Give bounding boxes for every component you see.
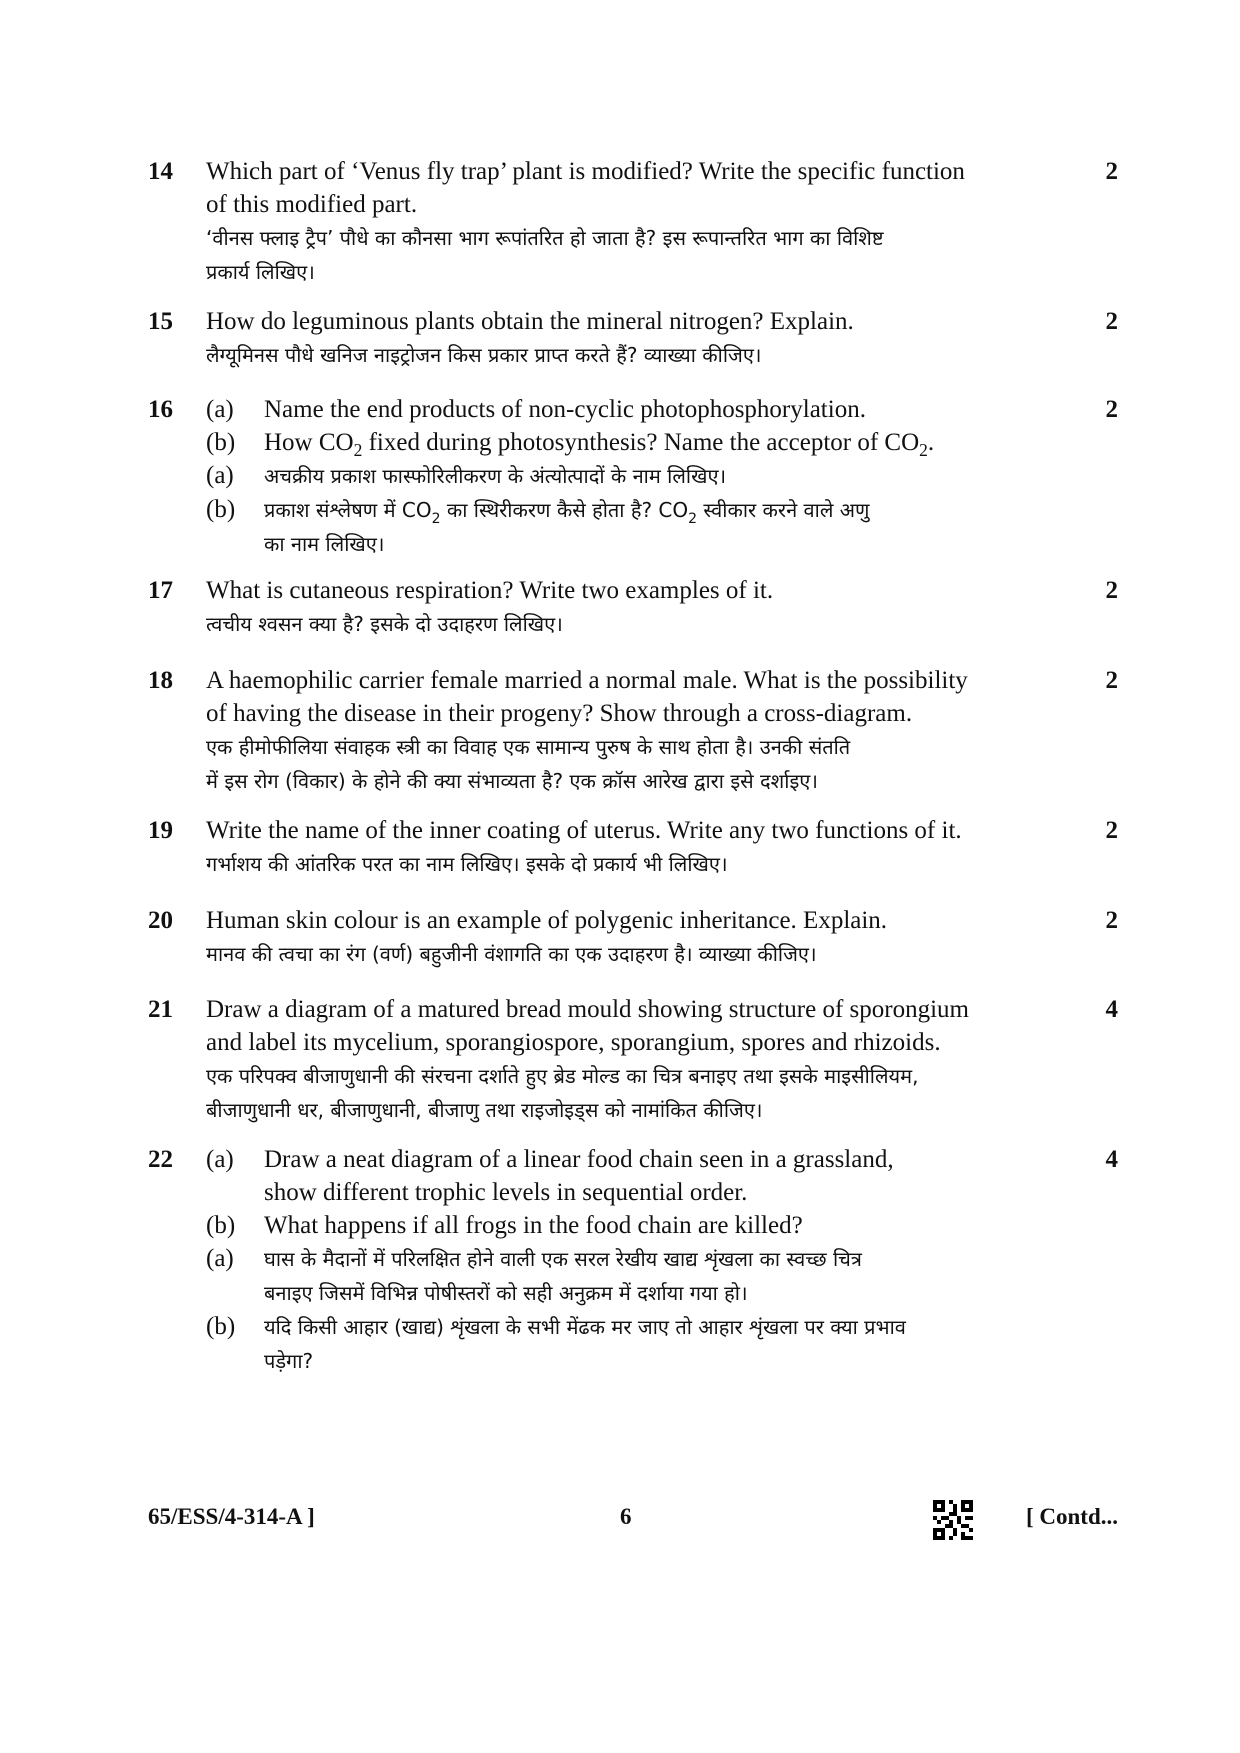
question-text-hi: में इस रोग (विकार) के होने की क्या संभाव्यता है? एक क्रॉस आरेख द्वारा इसे दर्शाइए। — [206, 769, 818, 793]
question-text-en: Human skin colour is an example of polygenic inheritance. Explain. — [206, 907, 888, 934]
subpart-a-hi — [206, 459, 1056, 493]
question-marks: 4 — [1105, 1146, 1118, 1173]
subpart-b-en — [206, 426, 1056, 459]
subpart-text: पड़ेगा? — [264, 1349, 314, 1373]
question-text-en: of having the disease in their progeny? Show through a cross-diagram. — [206, 700, 913, 727]
question-number: 17 — [148, 577, 173, 604]
subscript: 2 — [431, 511, 441, 527]
question-marks: 2 — [1105, 907, 1118, 934]
question-text-en: Which part of ‘Venus fly trap’ plant is modified? Write the specific function — [206, 158, 965, 185]
question-body — [206, 664, 1056, 798]
question-text-hi: एक परिपक्व बीजाणुधानी की संरचना दर्शाते हुए ब्रेड मोल्ड का चित्र बनाइए तथा इसके माइसीलियम, — [206, 1064, 919, 1088]
subpart-b-hi — [206, 1310, 1056, 1378]
subpart-a-en — [206, 1143, 1056, 1209]
subpart-text: show different trophic levels in sequential order. — [264, 1179, 748, 1206]
subpart-text: अचक्रीय प्रकाश फास्फोरिलीकरण के अंत्योत्पादों के नाम लिखिए। — [264, 464, 727, 488]
subscript: 2 — [353, 440, 363, 460]
question-text-en: What is cutaneous respiration? Write two examples of it. — [206, 577, 774, 604]
question-text-hi: बीजाणुधानी धर, बीजाणुधानी, बीजाणु तथा राइजोइड्स को नामांकित कीजिए। — [206, 1098, 763, 1122]
paper-code: 65/ESS/4-314-A ] — [148, 1504, 315, 1529]
subpart-label: (b) — [206, 496, 236, 523]
subpart-text: Draw a neat diagram of a linear food chain seen in a grassland, — [264, 1146, 894, 1173]
subpart-text: का नाम लिखिए। — [264, 532, 385, 556]
question-text-hi: त्वचीय श्वसन क्या है? इसके दो उदाहरण लिखिए। — [206, 612, 563, 636]
question-text-en: Draw a diagram of a matured bread mould showing structure of sporongium — [206, 996, 969, 1023]
question-text-hi: लैग्यूमिनस पौधे खनिज नाइट्रोजन किस प्रकार प्राप्त करते हैं? व्याख्या कीजिए। — [206, 343, 762, 367]
question-marks: 2 — [1105, 667, 1118, 694]
question-body — [206, 305, 1056, 372]
question-body — [206, 393, 1056, 561]
question-body — [206, 904, 1056, 971]
question-text-hi: ‘वीनस फ्लाइ ट्रैप’ पौधे का कौनसा भाग रूपांतरित हो जाता है? इस रूपान्तरित भाग का विशिष्ट — [206, 226, 884, 250]
question-number: 19 — [148, 817, 173, 844]
subpart-text: Name the end products of non-cyclic photophosphorylation. — [264, 396, 866, 423]
question-number: 16 — [148, 396, 173, 423]
qr-code-icon — [933, 1500, 973, 1540]
subpart-label: (b) — [206, 1212, 236, 1239]
subpart-b-hi — [206, 493, 1056, 561]
question-body — [206, 814, 1056, 881]
question-number: 22 — [148, 1146, 173, 1173]
subpart-text: प्रकाश संश्लेषण में CO — [264, 498, 432, 522]
subpart-text: How CO — [264, 429, 354, 456]
question-text-en: Write the name of the inner coating of uterus. Write any two functions of it. — [206, 817, 962, 844]
subpart-a-hi — [206, 1242, 1056, 1310]
page-footer — [148, 1500, 1118, 1540]
subpart-label: (a) — [206, 1146, 234, 1173]
subpart-text: का स्थिरीकरण कैसे होता है? CO — [440, 498, 689, 522]
question-text-hi: प्रकार्य लिखिए। — [206, 260, 315, 284]
question-number: 18 — [148, 667, 173, 694]
question-text-en: How do leguminous plants obtain the mineral nitrogen? Explain. — [206, 308, 854, 335]
subpart-a-en — [206, 393, 1056, 426]
subpart-text: घास के मैदानों में परिलक्षित होने वाली एक सरल रेखीय खाद्य शृंखला का स्वच्छ चित्र — [264, 1247, 862, 1271]
question-body — [206, 574, 1056, 641]
question-marks: 2 — [1105, 817, 1118, 844]
question-marks: 4 — [1105, 996, 1118, 1023]
subpart-label: (a) — [206, 1245, 234, 1272]
subpart-label: (a) — [206, 396, 234, 423]
subscript: 2 — [688, 511, 698, 527]
question-text-en: and label its mycelium, sporangiospore, sporangium, spores and rhizoids. — [206, 1029, 941, 1056]
subpart-text: यदि किसी आहार (खाद्य) शृंखला के सभी मेंढक मर जाए तो आहार शृंखला पर क्या प्रभाव — [264, 1315, 906, 1339]
subpart-text: बनाइए जिसमें विभिन्न पोषीस्तरों को सही अनुक्रम में दर्शाया गया हो। — [264, 1281, 748, 1305]
subpart-label: (b) — [206, 1313, 236, 1340]
question-number: 14 — [148, 158, 173, 185]
question-text-hi: एक हीमोफीलिया संवाहक स्त्री का विवाह एक सामान्य पुरुष के साथ होता है। उनकी संतति — [206, 735, 851, 759]
subpart-text: . — [927, 429, 935, 456]
subpart-label: (b) — [206, 429, 236, 456]
question-marks: 2 — [1105, 158, 1118, 185]
question-body — [206, 1143, 1056, 1378]
question-number: 15 — [148, 308, 173, 335]
question-text-hi: मानव की त्वचा का रंग (वर्ण) बहुजीनी वंशागति का एक उदाहरण है। व्याख्या कीजिए। — [206, 942, 817, 966]
continued-label: [ Contd... — [1025, 1504, 1118, 1529]
subpart-text: स्वीकार करने वाले अणु — [697, 498, 870, 522]
subpart-label: (a) — [206, 462, 234, 489]
question-number: 21 — [148, 996, 173, 1023]
question-text-hi: गर्भाशय की आंतरिक परत का नाम लिखिए। इसके दो प्रकार्य भी लिखिए। — [206, 852, 728, 876]
subpart-text: What happens if all frogs in the food chain are killed? — [264, 1212, 803, 1239]
question-text-en: A haemophilic carrier female married a normal male. What is the possibility — [206, 667, 968, 694]
subpart-text: fixed during photosynthesis? Name the acceptor of CO — [362, 429, 920, 456]
question-text-en: of this modified part. — [206, 191, 418, 218]
question-marks: 2 — [1105, 308, 1118, 335]
question-marks: 2 — [1105, 577, 1118, 604]
subscript: 2 — [919, 440, 928, 460]
question-body — [206, 993, 1056, 1127]
question-number: 20 — [148, 907, 173, 934]
subpart-b-en — [206, 1209, 1056, 1242]
question-marks: 2 — [1105, 396, 1118, 423]
page-number: 6 — [620, 1504, 632, 1529]
question-body — [206, 155, 1056, 289]
